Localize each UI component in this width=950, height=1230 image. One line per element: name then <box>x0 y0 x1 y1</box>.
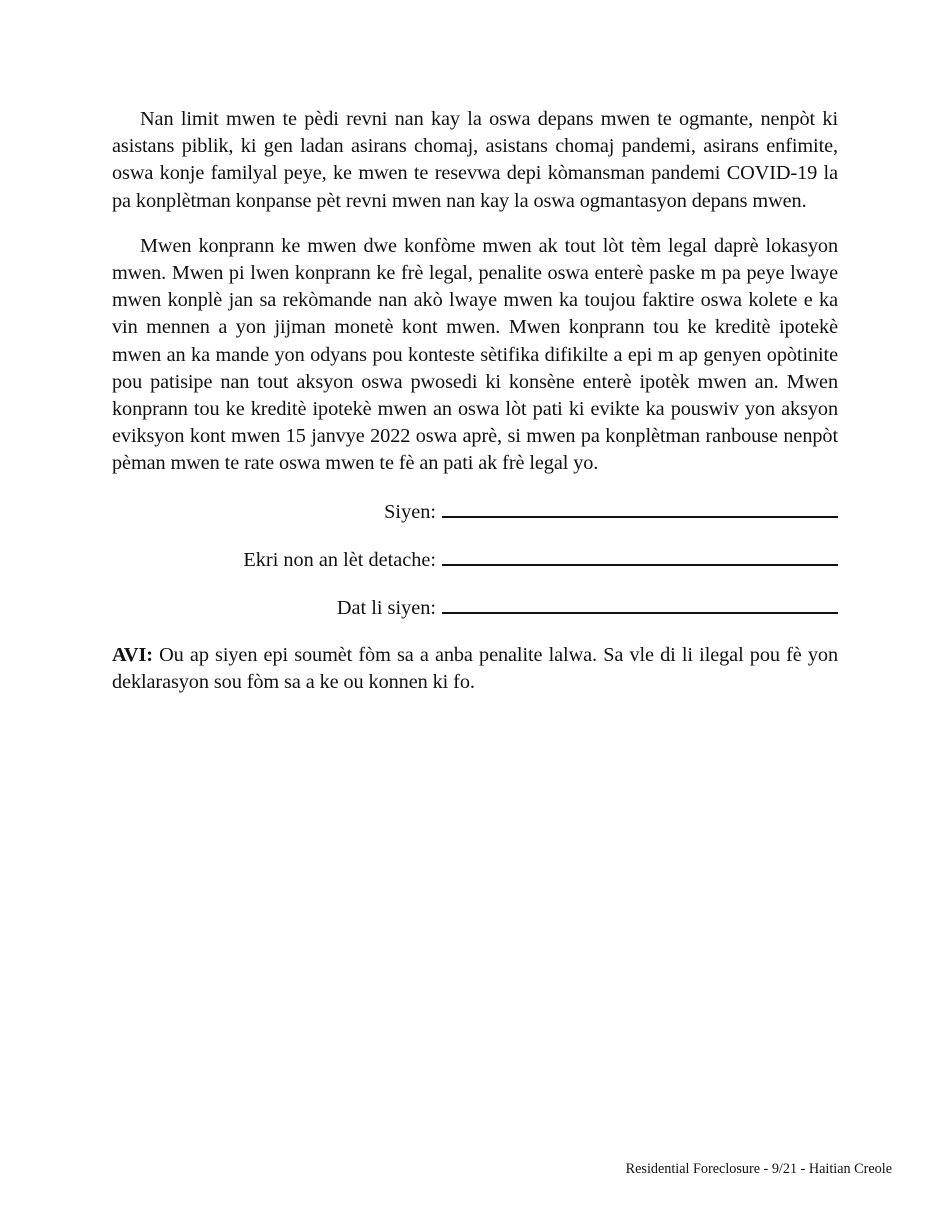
signature-row <box>112 498 838 524</box>
date-signed-label: Dat li siyen: <box>336 596 436 619</box>
signature-line[interactable] <box>442 516 838 518</box>
notice-paragraph <box>112 642 838 696</box>
paragraph-income-loss: Nan limit mwen te pèdi revni nan kay la oswa depans mwen te ogmante, nenpòt ki asistans piblik, ki gen ladan asirans chomaj, asistans chomaj pandemi, asirans enfimite, oswa konje familyal peye, ke mwen te resevwa depi kòmansman pandemi COVID-19 la pa konplètman konpanse pèt revni mwen nan kay la oswa ogmantasyon depans mwen. <box>112 108 838 212</box>
notice-text: Ou ap siyen epi soumèt fòm sa a anba penalite lalwa. Sa vle di li ilegal pou fè yon deklarasyon sou fòm sa a ke ou konnen ki fo. <box>112 643 838 693</box>
print-name-row <box>112 546 838 572</box>
signature-block <box>112 498 838 620</box>
signature-label: Siyen: <box>384 500 436 523</box>
paragraph-legal-understanding: Mwen konprann ke mwen dwe konfòme mwen ak tout lòt tèm legal daprè lokasyon mwen. Mwen pi lwen konprann ke frè legal, penalite oswa enterè paske m pa peye lwaye mwen konplè jan sa rekòmande nan akò lwaye mwen ka toujou faktire oswa kolete e ka vin mennen a yon jijman monetè kont mwen. Mwen konprann tou ke kreditè ipotekè mwen an ka mande yon odyans pou konteste sètifika difikilte a epi m ap genyen opòtinite pou patisipe nan tout aksyon oswa pwosedi ki konsène enterè ipotèk mwen an. Mwen konprann tou ke kreditè ipotekè mwen an oswa lòt pati ki evikte ka pouswiv yon aksyon eviksyon kont mwen 15 janvye 2022 oswa aprè, si mwen pa konplètman ranbouse nenpòt pèman mwen te rate oswa mwen te fè an pati ak frè legal yo. <box>112 234 838 475</box>
page-footer: Residential Foreclosure - 9/21 - Haitian Creole <box>625 1161 892 1177</box>
print-name-line[interactable] <box>442 564 838 566</box>
notice-label: AVI: <box>112 643 153 666</box>
date-signed-row <box>112 594 838 620</box>
date-signed-line[interactable] <box>442 612 838 614</box>
print-name-label: Ekri non an lèt detache: <box>243 548 436 571</box>
document-body <box>112 106 838 696</box>
